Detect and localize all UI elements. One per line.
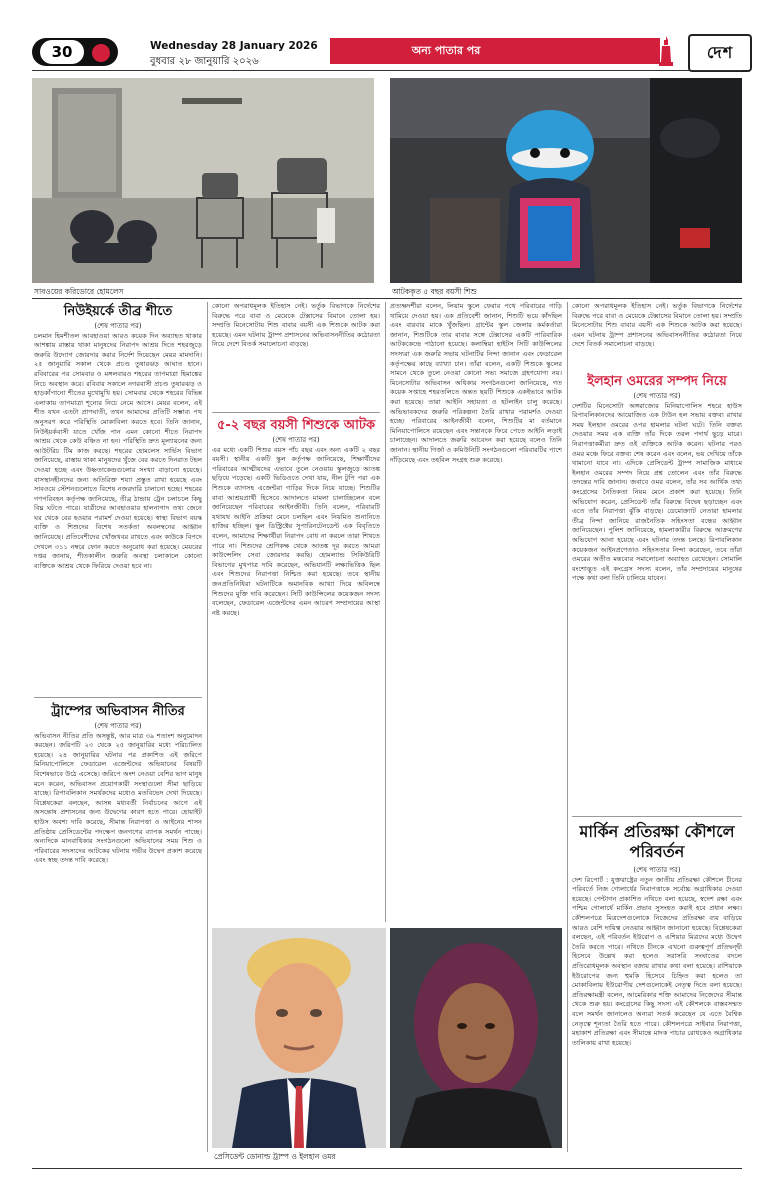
subway-homeless-photo [32,78,374,283]
photo-caption-bottom: প্রেসিডেন্ট ডোনাল্ড ট্রাম্প ও ইলহান ওমর [214,1152,336,1161]
child-headline: ৫-২ বছর বয়সী শিশুকে আটক [216,418,376,433]
defense-headline: মার্কিন প্রতিরক্ষা কৌশলে পরিবর্তন [579,822,735,861]
child-sub: (শেষ পাতার পর) [272,436,320,444]
statue-of-liberty-icon [656,34,676,68]
date-english: Wednesday 28 January 2026 [150,40,318,52]
divider [34,697,202,698]
omar-sub: (শেষ পাতার পর) [633,392,681,400]
omar-body: দেশটির মিনেসোটা অঙ্গরাজ্যের মিনিয়াপোলিস শহরে হাউস রিপাবলিকানদের আয়োজিত এক টাউন হল সভায় বক্তব্য রাখার সময় ইলহান ওমরের ওপর হামলার ঘটনা ঘটে। তিনি বক্তব্য দেওয়ার সময় এক ব্যক্তি তাঁর দিকে তরল পদার্থ ছুড়ে মারে। নিরাপত্তাকর্মীরা দ্রুত ওই ব্যক্তিকে আটক করেন। ঘটনার পরও ওমর মঞ্চে ফিরে বক্তব্য শেষ করেন এবং বলেন, ভয় দেখিয়ে তাঁকে থামানো যাবে না। এদিকে প্রেসিডেন্ট ট্রাম্প সামাজিক মাধ্যমে ইলহান ওমরের সম্পদ নিয়ে প্রশ্ন তোলেন এবং তাঁর বিরুদ্ধে তদন্তের দাবি জানান। জবাবে ওমর বলেন, তাঁর সব আর্থিক তথ্য কংগ্রেসের নৈতিকতা নিয়ম মেনে প্রকাশ করা হয়েছে। তিনি অভিযোগ করেন, প্রেসিডেন্ট তাঁর বিরুদ্ধে বিদ্বেষ ছড়াচ্ছেন এবং এতে তাঁর নিরাপত্তা ঝুঁকি বাড়ছে। ডেমোক্র্যাট নেতারা হামলার তীব্র নিন্দা জানিয়ে রাজনৈতিক সহিংসতা বন্ধের আহ্বান জানিয়েছেন। পুলিশ জানিয়েছে, হামলাকারীর বিরুদ্ধে আক্রমণের অভিযোগ আনা হয়েছে এবং ঘটনার তদন্ত চলছে। রিপাবলিকান কয়েকজন আইনপ্রণেতাও সহিংসতার নিন্দা করেছেন, তবে তাঁরা ওমরের অতীত মন্তব্যের সমালোচনা অব্যাহত রেখেছেন। সোমালি বংশোদ্ভূত এই কংগ্রেস সদস্য বলেন, তাঁর সম্প্রদায়ের মানুষের পক্ষে কথা বলা তিনি চালিয়ে যাবেন। [572,401,742,583]
column-three-body: প্রত্যক্ষদর্শীরা বলেন, লিয়াম স্কুলে ফেরার পথে পরিবারের গাড়ি থামিয়ে দেওয়া হয়। এক প্রতিবেশী জানান, শিশুটি ভয়ে কাঁদছিল এবং বারবার মাকে খুঁজছিল। গ্রান্টের স্কুল জেলার কর্মকর্তারা জানান, শিশুটিকে তার বাবার সঙ্গে টেক্সাসের একটি পারিবারিক আটককেন্দ্রে পাঠানো হয়েছে। কলাম্বিয়া হাইটস সিটি কাউন্সিলের সদস্যরা এক জরুরি সভায় ঘটনাটির নিন্দা জানান এবং ফেডারেল কর্তৃপক্ষের কাছে ব্যাখ্যা চান। তাঁরা বলেন, একটি শিশুকে স্কুলের সামনে থেকে তুলে নেওয়া কোনো সভ্য সমাজে গ্রহণযোগ্য নয়। মিনেসোটার অভিবাসন অধিকার সংগঠনগুলো জানিয়েছে, গত কয়েক সপ্তাহে শহরতলিতে অন্তত ছয়টি শিশুকে একইভাবে আটক করা হয়েছে। তারা আইনি সহায়তা ও হটলাইন চালু করেছে। অভিভাবকদের জরুরি পরিকল্পনা তৈরি রাখার পরামর্শও দেওয়া হচ্ছে। পরিবারের আইনজীবী বলেন, শিশুটির মা বর্তমানে মিনিয়াপোলিসে রয়েছেন এবং সন্তানকে ফিরে পেতে আইনি লড়াই চালাচ্ছেন। আদালতে জরুরি আবেদন করা হয়েছে বলেও তিনি জানান। স্থানীয় গির্জা ও কমিউনিটি সংগঠনগুলো পরিবারটির পাশে দাঁড়িয়েছে এবং তহবিল সংগ্রহ শুরু করেছে। [390,302,562,464]
cold-article [34,322,202,694]
page-number-badge [32,38,118,66]
cold-sub: (শেষ পাতার পর) [94,322,142,330]
column-divider [385,302,386,922]
column-three-article [390,302,562,922]
photo-caption-left: সাবওয়ের করিডোরে হোমলেস [34,287,124,296]
omar-intro-body: কোনো অপরাধমূলক ইতিহাস নেই। ভর্তুক বিভাগকে নির্দেশের বিরুদ্ধে পরে বাবা ও মেয়েকে টেক্সাসের বিমানে তোলা হয়। সম্প্রতি মিনেসোটায় শিশু বাবার বয়সী এক শিশুকে আটক করা হয়েছে। এমন ঘটনায় ট্রাম্প প্রশাসনের অভিবাসননীতির কঠোরতা নিয়ে দেশে বিতর্ক সমালোচনা বাড়ছে। [572,302,742,349]
child-article [212,436,380,924]
page-number: 30 [40,40,84,64]
divider [212,412,380,413]
omar-article [572,392,742,812]
page-header [0,0,770,72]
column-divider [207,302,208,1152]
section-title: অন্য পাতার পর [411,44,481,57]
photo-caption-right: আটককৃত ৫ বছর বয়সী শিশু [392,287,477,296]
child-continuation [212,302,380,407]
cold-headline: নিউইয়র্কে তীব্র শীতে [63,304,173,319]
ilhan-omar-photo [390,928,562,1148]
omar-intro-box [572,302,742,368]
trump-sub: (শেষ পাতার পর) [94,722,142,730]
child-body: এর মধ্যে একটি শিশুর বয়স পাঁচ বছর এবং অন্য একটি ২ বছর বয়সী। স্থানীয় একটি স্কুল কর্তৃপক্ষ জানিয়েছে, শিক্ষার্থীদের পরিবারের আত্মীয়দের এভাবে তুলে নেওয়ায় স্কুলজুড়ে আতঙ্ক ছড়িয়ে পড়েছে। একটি ভিডিওতে দেখা যায়, নীল টুপি পরা এক শিশুকে ব্যাগসহ এজেন্টরা গাড়ির দিকে নিয়ে যাচ্ছে। শিশুটির বাবা আশ্রয়প্রার্থী হিসেবে আদালতে মামলা চালাচ্ছিলেন বলে জানিয়েছেন পরিবারের আইনজীবী। তিনি বলেন, পরিবারটি যথাযথ আইনি প্রক্রিয়া মেনে চলছিল এবং নিয়মিত শুনানিতে হাজির হচ্ছিল। স্কুল ডিস্ট্রিক্টের সুপারিনটেনডেন্ট এক বিবৃতিতে বলেন, আমাদের শিক্ষার্থীরা নিরাপদ বোধ না করলে তারা শিখতে পারে না। শিশুদের শ্রেণিকক্ষ থেকে আতঙ্ক দূর করতে আমরা কাউন্সেলিং সেবা জোরদার করছি। হোমল্যান্ড সিকিউরিটি বিভাগের মুখপাত্র দাবি করেছেন, অভিযানটি লক্ষ্যভিত্তিক ছিল এবং শিশুদের নিরাপত্তা নিশ্চিত করা হয়েছে। তবে স্থানীয় জনপ্রতিনিধিরা ঘটনাটিকে অমানবিক আখ্যা দিয়ে অবিলম্বে শিশুদের মুক্তি দাবি করেছেন। সিটি কাউন্সিলের কয়েকজন সদস্য বলেছেন, ফেডারেল এজেন্টদের এমন আচরণ সম্প্রদায়ের আস্থা নষ্ট করছে। [212,445,380,617]
photo-rule [32,298,742,299]
date-bangla: বুধবার ২৮ জানুয়ারি ২০২৬ [150,56,259,67]
divider [572,816,742,817]
trump-article [34,722,202,1162]
child-intro: কোনো অপরাধমূলক ইতিহাস নেই। ভর্তুক বিভাগকে নির্দেশের বিরুদ্ধে পরে বাবা ও মেয়েকে টেক্সাসের বিমানে তোলা হয়। সম্প্রতি মিনেসোটায় শিশু বাবার বয়সী এক শিশুকে আটক করা হয়েছে। এমন ঘটনায় ট্রাম্প প্রশাসনের অভিবাসননীতির কঠোরতা নিয়ে দেশে বিতর্ক সমালোচনা বাড়ছে। [212,302,380,349]
desh-logo: দেশ [688,34,752,72]
trump-photo [212,928,386,1148]
trump-headline: ট্রাম্পের অভিবাসন নীতির [51,704,185,719]
defense-article [572,866,742,1166]
omar-headline: ইলহান ওমরের সম্পদ নিয়ে [587,374,727,389]
header-rule [32,70,742,71]
defense-body: দেশ রিপোর্ট : যুক্তরাষ্ট্রের নতুন জাতীয় প্রতিরক্ষা কৌশলে চীনের পরিবর্তে নিজ গোলার্ধের নিরাপত্তাকে সর্বোচ্চ অগ্রাধিকার দেওয়া হয়েছে। পেন্টাগন প্রকাশিত নথিতে বলা হয়েছে, স্বদেশ রক্ষা এবং পশ্চিম গোলার্ধে মার্কিন প্রভাব সুসংহত করাই হবে প্রধান লক্ষ্য। কৌশলপত্রে মিত্রদেশগুলোকে নিজেদের প্রতিরক্ষা ব্যয় বাড়িয়ে আরও বেশি দায়িত্ব নেওয়ার আহ্বান জানানো হয়েছে। বিশ্লেষকেরা বলছেন, এই পরিবর্তন ইউরোপ ও এশিয়ার মিত্রদের মধ্যে উদ্বেগ তৈরি করতে পারে। নথিতে চীনকে এখনো গুরুত্বপূর্ণ প্রতিদ্বন্দ্বী হিসেবে উল্লেখ করা হলেও সরাসরি সংঘাতের বদলে প্রতিরোধমূলক অবস্থান বজায় রাখার কথা বলা হয়েছে। রাশিয়াকে ইউরোপের জন্য হুমকি হিসেবে চিহ্নিত করা হলেও তা মোকাবিলায় ইউরোপীয় দেশগুলোকেই নেতৃত্ব দিতে বলা হয়েছে। প্রতিরক্ষামন্ত্রী বলেন, আমেরিকার শক্তি আমাদের নিজেদের সীমান্ত থেকে শুরু হয়। কংগ্রেসের কিছু সদস্য এই কৌশলকে বাস্তবসম্মত বলে সমর্থন জানালেও অন্যরা সতর্ক করেছেন যে এতে বৈশ্বিক নেতৃত্বে শূন্যতা তৈরি হতে পারে। কৌশলপত্রে সাইবার নিরাপত্তা, মহাকাশ প্রতিরক্ষা এবং সীমান্তে মাদক পাচার রোধকেও অগ্রাধিকার তালিকায় রাখা হয়েছে। [572,875,742,1047]
red-dot-icon [92,44,110,62]
column-divider [567,302,568,1152]
cold-body: চলমান হিমশীতল আবহাওয়া আরও কয়েক দিন অব্যাহত থাকার আশঙ্কায় রাস্তায় থাকা মানুষদের নিরাপদ আশ্রয় দিতে শহরজুড়ে জরুরি উদ্যোগ জোরদার করার নির্দেশ দিয়েছেন মেয়র মামদানি। ২৫ জানুয়ারি সকাল থেকে প্রচণ্ড তুষারঝড় আঘাত হানে। রবিবারের পর সোমবার ও মঙ্গলবারও শহরের তাপমাত্রা হিমাঙ্কের নিচে অবস্থান করে। রবিবার সকালে নগরবাসী প্রচণ্ড তুষারঝড় ও হাড়কাঁপানো শীতের মুখোমুখি হয়। সোমবার থেকে শহরের বিভিন্ন এলাকায় তাপমাত্রা শূন্যের নিচে নেমে আসে। মেয়র বলেন, এই শীত যখন এতটা প্রাণঘাতী, তখন আমাদের প্রতিটি সম্ভাব্য পথ অনুসরণ করে পরিস্থিতি মোকাবিলা করতে হবে। তিনি জানান, নিউইয়র্কবাসী যাতে খোঁজ পান এমন কোনো শীতে নিরাপদ আশ্রয় থেকে কেউ বঞ্চিত না হন। পরিস্থিতি দ্রুত মূল্যায়নের জন্য আউটরিচ টিম কাজ করছে। শহরের হোমলেস সার্ভিস বিভাগ জানিয়েছে, রাস্তায় থাকা মানুষদের খুঁজে বের করতে দিনরাত টহল দেওয়া হচ্ছে এবং উষ্ণতাকেন্দ্রগুলোর সংখ্যা বাড়ানো হয়েছে। বাসস্থানহীনদের জন্য অতিরিক্ত শয্যা প্রস্তুত রাখা হয়েছে এবং সাবওয়ে স্টেশনগুলোতে বিশেষ নজরদারি চালানো হচ্ছে। শহরের গণপরিবহন কর্তৃপক্ষ জানিয়েছে, তীব্র ঠান্ডায় ট্রেন চলাচলে কিছু বিঘ্ন ঘটতে পারে। যাত্রীদের আবহাওয়ার হালনাগাদ তথ্য জেনে ঘর থেকে বের হওয়ার পরামর্শ দেওয়া হয়েছে। স্বাস্থ্য বিভাগ বয়স্ক ব্যক্তি ও শিশুদের বিশেষ সতর্কতা অবলম্বনের আহ্বান জানিয়েছে। প্রতিবেশীদের খোঁজখবর রাখতে এবং কাউকে বিপদে দেখলে ৩১১ নম্বরে ফোন করতে অনুরোধ করা হয়েছে। মেয়রের দপ্তর জানায়, শীতকালীন জরুরি অবস্থা চলাকালে কোনো ব্যক্তিকে আশ্রয় থেকে ফিরিয়ে দেওয়া হবে না। [34,331,202,570]
detained-child-photo [390,78,742,283]
footer-rule [32,1168,742,1169]
trump-body: অভিবাসন নীতির প্রতি অসন্তুষ্ট, আর মাত্র ৩৯ শতাংশ অনুমোদন করছেন। জরিপটি ২৩ থেকে ২৫ জানুয়ারির মধ্যে পরিচালিত হয়েছে। ২৪ জানুয়ারির ঘটনার পর প্রকাশিত এই জরিপে মিনিয়াপোলিসে ফেডারেল এজেন্টদের অভিযানের বিষয়টি বিশেষভাবে উঠে এসেছে। জরিপে অংশ নেওয়া বেশির ভাগ মানুষ মনে করেন, অভিবাসন প্রয়োগকারী সংস্থাগুলো সীমা ছাড়িয়ে যাচ্ছে। রিপাবলিকান সমর্থকদের মধ্যেও মতবিভেদ দেখা দিয়েছে। বিশ্লেষকেরা বলছেন, আসন্ন মধ্যবর্তী নির্বাচনের আগে এই অসন্তোষ প্রশাসনের জন্য উদ্বেগের কারণ হতে পারে। হোয়াইট হাউস অবশ্য দাবি করেছে, সীমান্ত নিরাপত্তা ও আইনের শাসন প্রতিষ্ঠায় প্রেসিডেন্টের পদক্ষেপ জনগণের ব্যাপক সমর্থন পাচ্ছে। অন্যদিকে মানবাধিকার সংগঠনগুলো অভিযানের সময় শিশু ও পরিবারের সদস্যদের আটকের ঘটনায় গভীর উদ্বেগ প্রকাশ করেছে এবং স্বচ্ছ তদন্ত দাবি করেছে। [34,731,202,865]
defense-sub: (শেষ পাতার পর) [633,866,681,874]
